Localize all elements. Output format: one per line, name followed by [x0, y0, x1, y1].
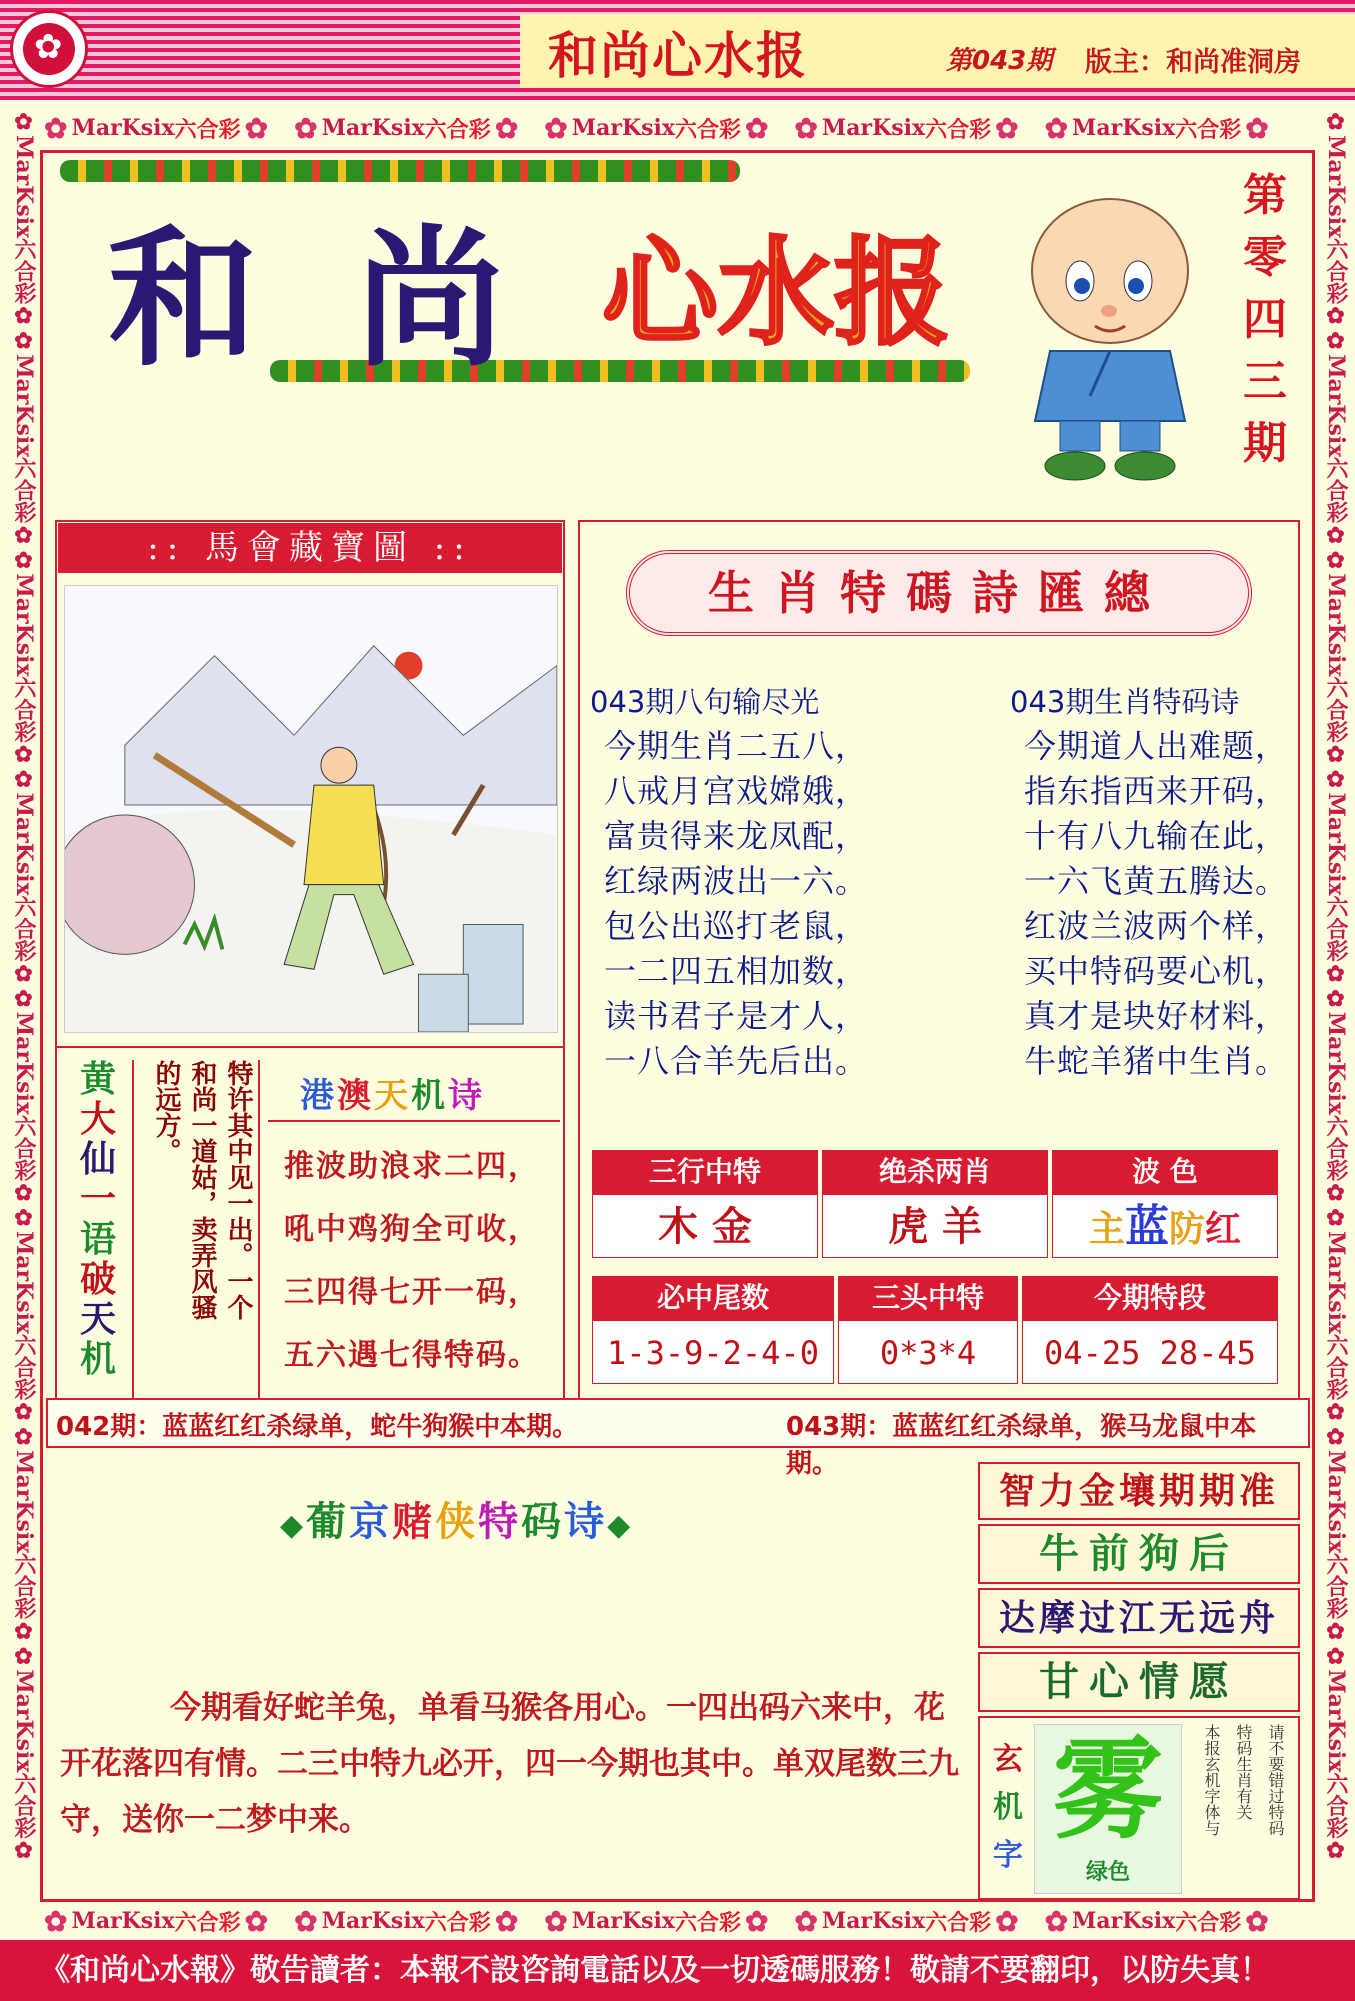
issue-number: 第043期	[946, 46, 1053, 76]
marksix-strip-unit	[1323, 1206, 1349, 1425]
gangao-line: 三四得七开一码，	[284, 1275, 540, 1310]
masthead-xinshuibao: 心水报	[602, 226, 950, 361]
flower-icon: ✿	[11, 304, 37, 330]
flower-icon: ✿	[544, 111, 568, 145]
flower-icon: ✿	[494, 111, 519, 145]
marksix-strip-unit	[11, 987, 37, 1206]
poem-line: 买中特码要心机，	[1024, 952, 1289, 990]
marksix-strip-unit	[1323, 329, 1349, 548]
marksix-strip-top	[40, 108, 1315, 148]
tejiang-vertical-text	[140, 1060, 260, 1400]
liuhecai-name: 六合彩	[1323, 457, 1349, 524]
liuhecai-name: 六合彩	[11, 895, 37, 962]
shengxiao-poem-header: 生肖特碼詩匯總	[626, 550, 1252, 636]
flower-icon: ✿	[1323, 1644, 1349, 1670]
liuhecai-name: 六合彩	[11, 457, 37, 524]
marksix-strip-unit	[790, 112, 1022, 145]
poem-right	[1010, 680, 1300, 1084]
liuhecai-name: 六合彩	[1323, 1772, 1349, 1839]
poem-line: 十有八九输在此，	[1024, 817, 1289, 855]
poem-line: 包公出巡打老鼠，	[604, 907, 869, 945]
flower-icon: ✿	[11, 1205, 37, 1231]
issue-char: 四	[1243, 294, 1287, 345]
huangdaxian-column	[64, 1060, 134, 1400]
marksix-strip-unit	[540, 112, 772, 145]
flower-icon: ✿	[44, 111, 68, 145]
marksix-brand: MarKsix	[11, 792, 37, 896]
flower-icon: ✿	[744, 1904, 769, 1938]
flower-icon: ✿	[1323, 1838, 1349, 1864]
marksix-brand: MarKsix	[1323, 1230, 1349, 1335]
slogan-damo: 达摩过江无远舟	[978, 1588, 1300, 1648]
flower-icon: ✿	[11, 961, 37, 987]
xuanji-label-char: 字	[993, 1838, 1023, 1873]
xuanji-label	[988, 1736, 1028, 1880]
gangao-title-char: 澳	[337, 1076, 374, 1116]
liuhecai-name: 六合彩	[674, 116, 741, 143]
grid-value-jueshao: 虎 羊	[822, 1194, 1048, 1258]
poem-line: 牛蛇羊猪中生肖。	[1024, 1042, 1289, 1080]
xuanji-label-char: 机	[993, 1790, 1023, 1825]
flower-icon: ✿	[794, 111, 818, 145]
flower-icon: ✿	[1323, 767, 1349, 793]
grid-header-weishu: 必中尾数	[592, 1276, 834, 1320]
flower-icon: ✿	[11, 1400, 37, 1426]
marksix-strip-unit	[40, 112, 272, 145]
hdx-char: 机	[79, 1339, 116, 1380]
gangao-title-char: 机	[411, 1076, 448, 1116]
flower-icon: ✿	[11, 767, 37, 793]
pujing-poem-body: 今期看好蛇羊兔，单看马猴各用心。一四出码六来中，花开花落四有情。二三中特九必开，四一今期也其中。单双尾数三九守，送你一二梦中来。	[60, 1690, 959, 1838]
flower-icon: ✿	[1044, 111, 1069, 145]
grid-header-sanxing: 三行中特	[592, 1150, 818, 1194]
gangao-title-char: 天	[374, 1076, 411, 1116]
marksix-strip-unit	[11, 1425, 37, 1644]
grid-value-sanxing: 木 金	[592, 1194, 818, 1258]
diamond-icon: ◆	[607, 1508, 634, 1543]
marksix-brand: MarKsix	[1072, 115, 1176, 141]
pujing-title-char: 特	[478, 1499, 522, 1545]
issue-number-vertical	[1240, 165, 1290, 475]
flower-icon: ✿	[744, 111, 769, 145]
flower-icon: ✿	[995, 111, 1019, 145]
pujing-poem-title	[280, 1490, 633, 1547]
flower-icon: ✿	[11, 1619, 37, 1645]
slogan-zhili: 智力金壤期期准	[978, 1462, 1300, 1520]
hdx-char: 黄	[79, 1059, 116, 1100]
poem-line: 一二四五相加数，	[604, 952, 869, 990]
poem-left-title: 043期八句输尽光	[590, 685, 820, 719]
marksix-brand: MarKsix	[11, 1450, 37, 1554]
flower-icon: ✿	[1245, 111, 1269, 145]
marksix-brand: MarKsix	[821, 1908, 926, 1934]
poem-right-title: 043期生肖特码诗	[1010, 685, 1240, 719]
marksix-brand: MarKsix	[11, 573, 37, 677]
flower-icon: ✿	[244, 111, 269, 145]
liuhecai-name: 六合彩	[11, 1553, 37, 1620]
marksix-strip-unit	[11, 110, 37, 329]
marksix-strip-unit	[11, 768, 37, 987]
xuanji-character: 雾	[1053, 1725, 1163, 1854]
marksix-brand: MarKsix	[1072, 1908, 1176, 1934]
flower-icon: ✿	[1044, 1904, 1069, 1938]
flower-icon: ✿	[11, 1644, 37, 1670]
flower-icon: ✿	[794, 1904, 818, 1938]
editor-credit: 版主：和尚准洞房	[1085, 47, 1301, 78]
flower-icon: ✿	[11, 986, 37, 1012]
flower-icon: ✿	[11, 110, 37, 135]
gangao-title-char: 港	[300, 1076, 337, 1116]
marksix-strip-unit	[40, 1905, 272, 1938]
gangao-line: 五六遇七得特码。	[284, 1338, 540, 1373]
liuhecai-name: 六合彩	[1175, 116, 1242, 143]
slogan-niuqian: 牛前狗后	[978, 1524, 1300, 1584]
bose-main-label: 主	[1088, 1209, 1125, 1250]
prediction-grid	[592, 1150, 1278, 1390]
liuhecai-name: 六合彩	[925, 116, 992, 143]
flower-icon: ✿	[1323, 1205, 1349, 1231]
flower-icon: ✿	[995, 1904, 1019, 1938]
liuhecai-name: 六合彩	[1323, 1334, 1349, 1401]
liuhecai-name: 六合彩	[11, 1334, 37, 1401]
grid-value-santou: 0*3*4	[838, 1320, 1018, 1384]
poem-line: 红绿两波出一六。	[604, 862, 869, 900]
flower-icon: ✿	[494, 1904, 519, 1938]
marksix-brand: MarKsix	[321, 1908, 425, 1934]
flower-icon: ✿	[1323, 742, 1349, 768]
marksix-brand: MarKsix	[1323, 354, 1349, 458]
history-results-line	[46, 1398, 1310, 1479]
gangao-poem-body	[284, 1135, 564, 1387]
marksix-strip-unit	[1041, 112, 1273, 145]
flower-icon: ✿	[11, 1180, 37, 1206]
history-042: 042期：蓝蓝红红杀绿单，蛇牛狗猴中本期。	[56, 1412, 579, 1442]
poem-line: 一六飞黄五腾达。	[1024, 862, 1289, 900]
pujing-title-char: 京	[349, 1499, 393, 1545]
flower-icon: ✿	[1323, 986, 1349, 1012]
marksix-strip-unit	[1323, 987, 1349, 1206]
issue-char: 期	[1243, 418, 1287, 469]
marksix-brand: MarKsix	[11, 135, 37, 239]
grid-header-bose: 波 色	[1052, 1150, 1278, 1194]
xuanji-box	[978, 1716, 1300, 1900]
marksix-brand: MarKsix	[571, 1908, 675, 1934]
marksix-strip-unit	[1041, 1905, 1273, 1938]
flower-icon: ✿	[1323, 548, 1349, 574]
flower-icon: ✿	[294, 1904, 318, 1938]
poem-line: 指东指西来开码，	[1024, 772, 1289, 810]
masthead-small-title: 和尚心水报	[548, 26, 808, 85]
grid-header-jueshao: 绝杀两肖	[822, 1150, 1048, 1194]
marksix-brand: MarKsix	[1323, 1669, 1349, 1773]
marksix-brand: MarKsix	[571, 115, 675, 141]
flower-icon: ✿	[1323, 1400, 1349, 1426]
flower-icon: ✿	[11, 1425, 37, 1451]
grid-value-bose	[1052, 1194, 1278, 1258]
flower-icon: ✿	[544, 1904, 568, 1938]
flower-icon: ✿	[1323, 1619, 1349, 1645]
footer-notice: 《和尚心水報》敬告讀者：本報不設咨詢電話以及一切透碼服務！敬請不要翻印，以防失真！	[0, 1940, 1355, 2001]
marksix-brand: MarKsix	[11, 1230, 37, 1335]
poem-line: 富贵得来龙凤配，	[604, 817, 869, 855]
masthead-char-shang: 尚	[355, 211, 506, 387]
marksix-strip-unit	[11, 1206, 37, 1425]
tejiang-col: 的远方。	[151, 1060, 181, 1164]
diamond-icon: ◆	[280, 1508, 307, 1543]
flower-icon: ✿	[44, 1904, 68, 1938]
marksix-strip-unit	[290, 112, 522, 145]
marksix-brand: MarKsix	[1323, 573, 1349, 677]
issue-char: 零	[1243, 232, 1287, 283]
liuhecai-name: 六合彩	[174, 116, 241, 143]
xuanji-label-char: 玄	[993, 1742, 1023, 1777]
flower-icon: ✿	[1323, 1425, 1349, 1451]
pujing-title-char: 侠	[435, 1499, 479, 1545]
pujing-title-char: 葡	[306, 1499, 350, 1545]
bose-guard-label: 防	[1168, 1209, 1205, 1250]
liuhecai-name: 六合彩	[424, 1909, 491, 1936]
grid-value-teduan: 04-25 28-45	[1022, 1320, 1278, 1384]
grid-header-santou: 三头中特	[838, 1276, 1018, 1320]
marksix-strip-unit	[1323, 548, 1349, 767]
marksix-strip-unit	[1323, 110, 1349, 329]
flower-icon: ✿	[1323, 110, 1349, 135]
flower-icon: ✿	[11, 742, 37, 768]
marksix-brand: MarKsix	[1323, 1011, 1349, 1115]
marksix-strip-bottom	[40, 1902, 1315, 1940]
marksix-brand: MarKsix	[11, 1669, 37, 1773]
flower-icon: ✿	[11, 548, 37, 574]
liuhecai-name: 六合彩	[174, 1909, 241, 1936]
grid-value-weishu: 1-3-9-2-4-0	[592, 1320, 834, 1384]
treasure-map-illustration	[64, 585, 558, 1033]
liuhecai-name: 六合彩	[11, 1114, 37, 1181]
poem-left	[590, 680, 920, 1084]
marksix-strip-left	[6, 110, 40, 1940]
liuhecai-name: 六合彩	[1323, 238, 1349, 305]
poem-line: 一八合羊先后出。	[604, 1042, 869, 1080]
tejiang-col: 和尚一道姑，卖弄风骚	[187, 1060, 217, 1320]
grid-header-teduan: 今期特段	[1022, 1276, 1278, 1320]
xuanji-character-box	[1034, 1724, 1182, 1894]
issue-char: 第	[1243, 170, 1287, 221]
liuhecai-name: 六合彩	[1323, 1114, 1349, 1181]
flower-icon: ✿	[11, 329, 37, 355]
liuhecai-name: 六合彩	[1323, 676, 1349, 743]
mahui-treasure-map-header: :: 馬會藏寶圖 ::	[58, 523, 562, 573]
gangao-title-underline	[268, 1120, 560, 1122]
tejiang-col: 特许其中见一出。一个	[223, 1060, 253, 1320]
marksix-strip-unit	[1323, 1644, 1349, 1863]
marksix-strip-right	[1318, 110, 1352, 1940]
marksix-strip-unit	[11, 329, 37, 548]
xuanji-note-col: 特码生肖有关	[1234, 1724, 1253, 1820]
liuhecai-name: 六合彩	[1323, 895, 1349, 962]
poem-line: 读书君子是才人，	[604, 997, 869, 1035]
hdx-char: 天	[79, 1299, 116, 1340]
hdx-char: 语	[79, 1219, 116, 1260]
flower-icon: ✿	[294, 111, 318, 145]
gangao-poem-title	[300, 1068, 485, 1117]
hk-emblem-logo	[10, 10, 88, 88]
xuanji-note	[1186, 1724, 1296, 1896]
flower-icon: ✿	[1323, 329, 1349, 355]
marksix-brand: MarKsix	[1323, 1450, 1349, 1554]
monk-mascot-illustration	[1020, 186, 1200, 486]
liuhecai-name: 六合彩	[925, 1909, 992, 1936]
liuhecai-name: 六合彩	[424, 116, 491, 143]
flower-icon: ✿	[1323, 1180, 1349, 1206]
gangao-line: 推波助浪求二四，	[284, 1149, 540, 1184]
marksix-strip-unit	[290, 1905, 522, 1938]
flower-icon: ✿	[11, 523, 37, 549]
poem-line: 红波兰波两个样，	[1024, 907, 1289, 945]
poem-line: 今期生肖二五八，	[604, 727, 869, 765]
bose-red: 红	[1205, 1209, 1242, 1250]
liuhecai-name: 六合彩	[1175, 1909, 1242, 1936]
bose-blue: 蓝	[1124, 1201, 1169, 1252]
marksix-brand: MarKsix	[11, 354, 37, 458]
marksix-brand: MarKsix	[71, 115, 175, 141]
marksix-strip-unit	[790, 1905, 1022, 1938]
pujing-title-char: 赌	[392, 1499, 436, 1545]
marksix-brand: MarKsix	[1323, 792, 1349, 896]
marksix-strip-unit	[1323, 1425, 1349, 1644]
xuanji-note-col: 请不要错过特码	[1266, 1724, 1285, 1836]
slogan-ganxin: 甘心情愿	[978, 1652, 1300, 1712]
xuanji-color-label: 绿色	[1085, 1860, 1130, 1885]
marksix-brand: MarKsix	[321, 115, 425, 141]
liuhecai-name: 六合彩	[11, 238, 37, 305]
marksix-strip-unit	[540, 1905, 772, 1938]
flower-icon: ✿	[1323, 304, 1349, 330]
gangao-title-char: 诗	[448, 1076, 485, 1116]
subsection-divider	[55, 1046, 565, 1048]
liuhecai-name: 六合彩	[674, 1909, 741, 1936]
gangao-line: 吼中鸡狗全可收，	[284, 1212, 540, 1247]
poem-line: 真才是块好材料，	[1024, 997, 1289, 1035]
pujing-title-char: 码	[521, 1499, 565, 1545]
liuhecai-name: 六合彩	[11, 1772, 37, 1839]
hdx-char: 大	[79, 1099, 116, 1140]
pujing-title-char: 诗	[564, 1499, 608, 1545]
marksix-strip-unit	[11, 1644, 37, 1863]
hdx-char: 破	[79, 1259, 116, 1300]
marksix-brand: MarKsix	[11, 1011, 37, 1115]
liuhecai-name: 六合彩	[1323, 1553, 1349, 1620]
flower-icon: ✿	[244, 1904, 269, 1938]
flower-icon: ✿	[11, 1838, 37, 1864]
poem-line: 今期道人出难题，	[1024, 727, 1289, 765]
marksix-strip-unit	[1323, 768, 1349, 987]
flower-icon: ✿	[1323, 961, 1349, 987]
hdx-char: 仙	[79, 1139, 116, 1180]
issue-char: 三	[1243, 356, 1287, 407]
poem-line: 八戒月宫戏嫦娥，	[604, 772, 869, 810]
masthead-char-he: 和	[108, 211, 259, 387]
flower-icon: ✿	[1245, 1904, 1269, 1938]
history-043: 043期：蓝蓝红红杀绿单，猴马龙鼠中本期。	[786, 1412, 1257, 1479]
flower-icon: ✿	[1323, 523, 1349, 549]
liuhecai-name: 六合彩	[11, 676, 37, 743]
hdx-char: 一	[79, 1179, 116, 1220]
marksix-brand: MarKsix	[71, 1908, 175, 1934]
marksix-strip-unit	[11, 548, 37, 767]
xuanji-note-col: 本报玄机字体与	[1202, 1724, 1221, 1836]
marksix-brand: MarKsix	[821, 115, 926, 141]
marksix-brand: MarKsix	[1323, 135, 1349, 239]
